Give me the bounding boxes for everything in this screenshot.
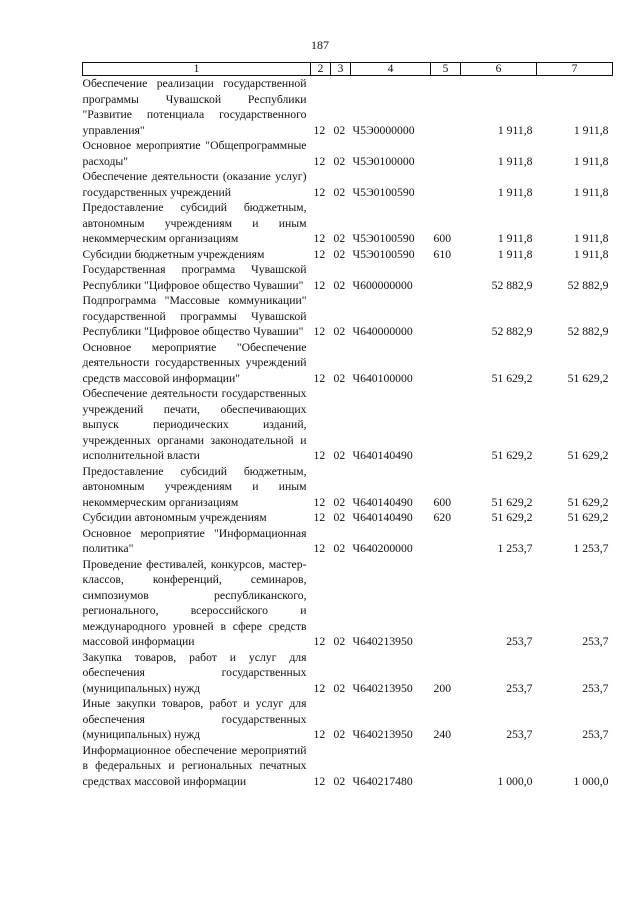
expense-type-cell: 620	[433, 511, 452, 524]
column-header: 5	[431, 63, 461, 76]
target-article-cell: Ч640213950	[352, 681, 413, 695]
amount-cell: 52 882,9	[567, 278, 609, 292]
amount-cell: 1 911,8	[497, 123, 533, 137]
subsection-code-cell: 02	[333, 371, 346, 385]
row-name-cell: Закупка товаров, работ и услуг для обеспечения государственных (муниципальных) нужд	[82, 650, 307, 695]
target-article-cell: Ч640140490	[352, 511, 413, 524]
target-article-cell: Ч640000000	[352, 325, 413, 338]
amount-cell: 52 882,9	[567, 325, 609, 338]
expense-type-cell	[431, 743, 461, 790]
expense-type-cell: 600	[433, 495, 452, 509]
subsection-code-cell: 02	[333, 542, 346, 555]
column-header: 7	[537, 63, 613, 76]
section-code-cell: 12	[313, 371, 326, 385]
row-name-cell: Информационное обеспечение мероприятий в федеральных и региональных печатных средствах массовой информации	[82, 743, 307, 788]
subsection-code-cell: 02	[333, 728, 346, 741]
table-row	[83, 386, 613, 464]
section-code-cell: 12	[313, 449, 326, 462]
subsection-code-cell: 02	[333, 495, 346, 509]
amount-cell: 51 629,2	[491, 449, 533, 462]
row-name-cell: Основное мероприятие "Обеспечение деятельности государственных учреждений средств массовой информации"	[82, 340, 307, 385]
column-header: 6	[461, 63, 537, 76]
section-code-cell: 12	[313, 681, 326, 695]
amount-cell: 51 629,2	[567, 371, 609, 385]
table-row	[83, 650, 613, 697]
row-name-cell: Предоставление субсидий бюджетным, автономным учреждениям и иным некоммерческим организациям	[82, 464, 307, 509]
section-code-cell: 12	[313, 728, 326, 741]
table-row	[83, 200, 613, 247]
amount-cell: 1 911,8	[497, 232, 533, 245]
target-article-cell: Ч5Э0100000	[352, 154, 415, 168]
section-code-cell: 12	[313, 232, 326, 245]
row-name-cell: Основное мероприятие "Информационная политика"	[82, 526, 307, 555]
target-article-cell: Ч640213950	[352, 728, 413, 741]
expense-type-cell	[431, 386, 461, 464]
subsection-code-cell: 02	[333, 232, 346, 245]
target-article-cell: Ч640140490	[352, 449, 413, 462]
table-row	[83, 340, 613, 387]
row-name-cell: Государственная программа Чувашской Республики "Цифровое общество Чувашии"	[82, 263, 307, 292]
table-row	[83, 696, 613, 743]
amount-cell: 1 911,8	[497, 247, 533, 261]
amount-cell: 253,7	[506, 728, 533, 741]
expense-type-cell	[431, 138, 461, 169]
amount-cell: 51 629,2	[491, 511, 533, 524]
amount-cell: 1 911,8	[573, 154, 609, 168]
target-article-cell: Ч5Э0000000	[352, 123, 415, 137]
section-code-cell: 12	[313, 774, 326, 788]
section-code-cell: 12	[313, 247, 326, 261]
expense-type-cell	[431, 557, 461, 650]
amount-cell: 1 911,8	[573, 232, 609, 245]
amount-cell: 1 253,7	[573, 542, 609, 555]
table-row	[83, 743, 613, 790]
amount-cell: 52 882,9	[491, 325, 533, 338]
section-code-cell: 12	[313, 123, 326, 137]
section-code-cell: 12	[313, 495, 326, 509]
column-header: 4	[351, 63, 431, 76]
row-name-cell: Предоставление субсидий бюджетным, автономным учреждениям и иным некоммерческим организациям	[82, 201, 307, 245]
subsection-code-cell: 02	[333, 325, 346, 338]
amount-cell: 253,7	[582, 728, 609, 741]
table-row	[83, 138, 613, 169]
budget-table	[82, 62, 613, 789]
table-row	[83, 169, 613, 200]
amount-cell: 1 911,8	[497, 185, 533, 199]
row-name-cell: Обеспечение деятельности (оказание услуг) государственных учреждений	[82, 170, 307, 199]
expense-type-cell: 200	[433, 681, 452, 695]
amount-cell: 1 000,0	[573, 774, 609, 788]
expense-type-cell	[431, 262, 461, 293]
table-row	[83, 464, 613, 511]
expense-type-cell	[431, 293, 461, 340]
amount-cell: 253,7	[506, 635, 533, 648]
table-row	[83, 76, 613, 139]
row-name-cell: Субсидии бюджетным учреждениям	[82, 247, 265, 261]
subsection-code-cell: 02	[333, 681, 346, 695]
table-row	[83, 293, 613, 340]
column-header: 2	[311, 63, 331, 76]
row-name-cell: Основное мероприятие "Общепрограммные расходы"	[82, 139, 307, 168]
expense-type-cell	[431, 340, 461, 387]
target-article-cell: Ч640200000	[352, 542, 413, 555]
row-name-cell: Подпрограмма "Массовые коммуникации" государственной программы Чувашской Республики "Цифровое общество Чувашии"	[82, 294, 307, 338]
target-article-cell: Ч5Э0100590	[352, 185, 415, 199]
page-number: 187	[311, 38, 329, 52]
table-row	[83, 526, 613, 557]
row-name-cell: Обеспечение реализации государственной программы Чувашской Республики "Развитие потенциала государственного управления"	[82, 77, 307, 137]
section-code-cell: 12	[313, 511, 326, 524]
column-header: 1	[83, 63, 311, 76]
amount-cell: 51 629,2	[491, 495, 533, 509]
amount-cell: 1 911,8	[497, 154, 533, 168]
amount-cell: 1 911,8	[573, 185, 609, 199]
table-header-row	[83, 63, 613, 76]
subsection-code-cell: 02	[333, 774, 346, 788]
amount-cell: 1 000,0	[497, 774, 533, 788]
subsection-code-cell: 02	[333, 278, 346, 292]
expense-type-cell: 610	[433, 247, 452, 261]
amount-cell: 51 629,2	[491, 371, 533, 385]
section-code-cell: 12	[313, 278, 326, 292]
table-row	[83, 247, 613, 263]
subsection-code-cell: 02	[333, 449, 346, 462]
target-article-cell: Ч640100000	[352, 371, 413, 385]
target-article-cell: Ч640217480	[352, 774, 413, 788]
table-row	[83, 557, 613, 650]
section-code-cell: 12	[313, 185, 326, 199]
subsection-code-cell: 02	[333, 635, 346, 648]
section-code-cell: 12	[313, 154, 326, 168]
table-row	[83, 510, 613, 526]
expense-type-cell: 240	[433, 728, 452, 741]
subsection-code-cell: 02	[333, 123, 346, 137]
subsection-code-cell: 02	[333, 185, 346, 199]
target-article-cell: Ч5Э0100590	[352, 232, 415, 245]
table-row	[83, 262, 613, 293]
target-article-cell: Ч640213950	[352, 635, 413, 648]
expense-type-cell	[431, 76, 461, 139]
target-article-cell: Ч5Э0100590	[352, 247, 415, 261]
section-code-cell: 12	[313, 542, 326, 555]
amount-cell: 51 629,2	[567, 511, 609, 524]
target-article-cell: Ч600000000	[352, 278, 413, 292]
row-name-cell: Субсидии автономным учреждениям	[82, 511, 267, 524]
row-name-cell: Иные закупки товаров, работ и услуг для обеспечения государственных (муниципальных) нужд	[82, 697, 307, 741]
amount-cell: 51 629,2	[567, 495, 609, 509]
amount-cell: 1 911,8	[573, 123, 609, 137]
expense-type-cell: 600	[433, 232, 452, 245]
amount-cell: 52 882,9	[491, 278, 533, 292]
amount-cell: 253,7	[582, 681, 609, 695]
target-article-cell: Ч640140490	[352, 495, 413, 509]
amount-cell: 1 253,7	[497, 542, 533, 555]
amount-cell: 253,7	[506, 681, 533, 695]
amount-cell: 51 629,2	[567, 449, 609, 462]
amount-cell: 1 911,8	[573, 247, 609, 261]
subsection-code-cell: 02	[333, 511, 346, 524]
subsection-code-cell: 02	[333, 154, 346, 168]
amount-cell: 253,7	[582, 635, 609, 648]
row-name-cell: Обеспечение деятельности государственных учреждений печати, обеспечивающих выпуск периодических изданий, учрежденных органами законодательной и исполнительной власти	[82, 387, 307, 462]
section-code-cell: 12	[313, 635, 326, 648]
row-name-cell: Проведение фестивалей, конкурсов, мастер-классов, конференций, семинаров, симпозиумов республиканского, регионального, всероссийского и международного уровней в сфере средств массовой информации	[82, 557, 307, 648]
expense-type-cell	[431, 526, 461, 557]
subsection-code-cell: 02	[333, 247, 346, 261]
column-header: 3	[331, 63, 351, 76]
section-code-cell: 12	[313, 325, 326, 338]
expense-type-cell	[431, 169, 461, 200]
